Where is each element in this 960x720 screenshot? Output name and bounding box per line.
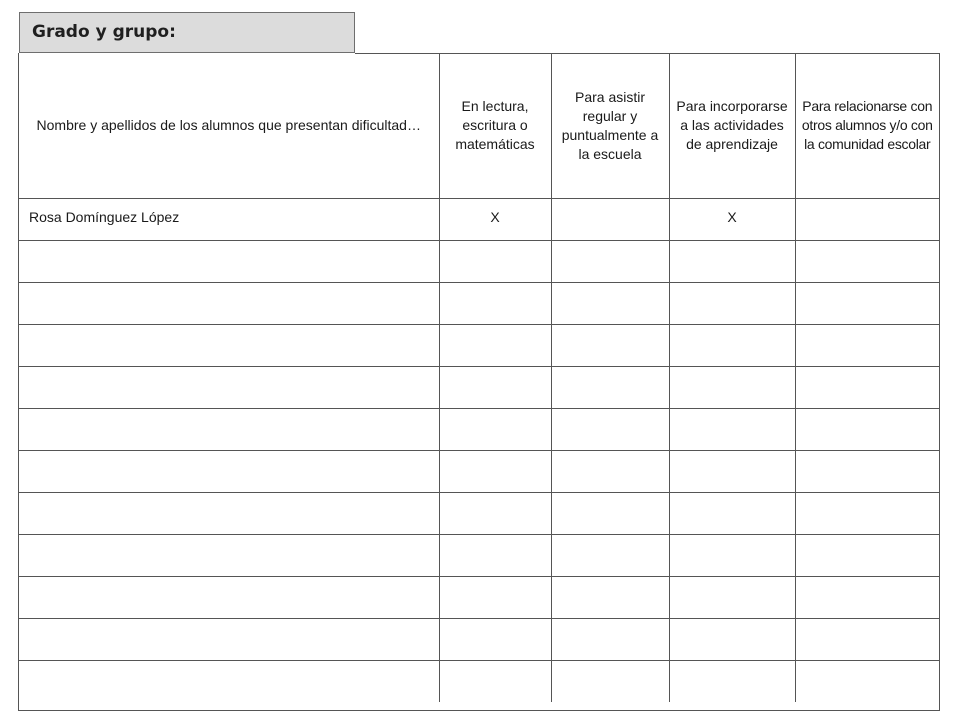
table-header-row <box>19 53 939 199</box>
relacionarse-cell[interactable] <box>795 283 939 325</box>
difficulty-mark <box>670 367 795 377</box>
table-row <box>19 577 939 619</box>
incorporarse-cell[interactable] <box>669 577 795 619</box>
incorporarse-cell[interactable] <box>669 661 795 703</box>
difficulty-mark <box>796 409 940 419</box>
asistir-cell[interactable] <box>551 367 669 409</box>
difficulty-mark <box>552 409 669 419</box>
relacionarse-cell[interactable] <box>795 451 939 493</box>
difficulty-mark <box>552 451 669 461</box>
difficulty-mark <box>670 241 795 251</box>
relacionarse-cell[interactable] <box>795 577 939 619</box>
asistir-cell[interactable] <box>551 661 669 703</box>
difficulty-mark <box>796 283 940 293</box>
asistir-cell[interactable] <box>551 451 669 493</box>
relacionarse-cell[interactable] <box>795 409 939 451</box>
asistir-cell[interactable] <box>551 619 669 661</box>
difficulty-mark <box>440 367 551 377</box>
difficulty-mark <box>796 577 940 587</box>
student-name-cell[interactable] <box>19 241 439 283</box>
difficulty-mark <box>796 241 940 251</box>
student-name-text <box>19 325 439 335</box>
student-name-text <box>19 283 439 293</box>
student-name-cell[interactable] <box>19 577 439 619</box>
difficulty-mark <box>440 283 551 293</box>
difficulty-mark <box>552 325 669 335</box>
table-row <box>19 535 939 577</box>
difficulty-mark <box>796 493 940 503</box>
difficulty-mark <box>440 493 551 503</box>
student-name-text <box>19 493 439 503</box>
incorporarse-cell[interactable] <box>669 451 795 493</box>
difficulty-mark <box>552 661 669 671</box>
difficulty-mark <box>440 577 551 587</box>
table-row <box>19 325 939 367</box>
relacionarse-cell[interactable] <box>795 535 939 577</box>
lectura-cell[interactable] <box>439 325 551 367</box>
header-incorporarse: Para incorporarse a las actividades de aprendizaje <box>669 53 795 199</box>
difficulty-mark <box>440 325 551 335</box>
incorporarse-cell[interactable] <box>669 367 795 409</box>
difficulty-grid <box>19 53 939 702</box>
lectura-cell[interactable] <box>439 451 551 493</box>
difficulty-mark <box>796 199 940 209</box>
difficulty-mark <box>796 661 940 671</box>
incorporarse-cell[interactable] <box>669 493 795 535</box>
difficulty-mark <box>796 619 940 629</box>
student-name-cell[interactable] <box>19 451 439 493</box>
asistir-cell[interactable] <box>551 409 669 451</box>
difficulty-mark <box>440 661 551 671</box>
incorporarse-cell[interactable] <box>669 325 795 367</box>
student-name-cell[interactable] <box>19 661 439 703</box>
incorporarse-cell[interactable] <box>669 619 795 661</box>
student-name-text: Rosa Domínguez López <box>29 209 180 225</box>
asistir-cell[interactable] <box>551 535 669 577</box>
asistir-cell[interactable] <box>551 577 669 619</box>
student-name-text <box>19 661 439 671</box>
incorporarse-cell[interactable] <box>669 535 795 577</box>
difficulty-mark <box>440 619 551 629</box>
difficulty-mark <box>670 409 795 419</box>
incorporarse-cell[interactable] <box>669 199 795 241</box>
difficulty-mark <box>670 619 795 629</box>
asistir-cell[interactable] <box>551 199 669 241</box>
student-name-cell[interactable] <box>19 199 439 241</box>
difficulty-mark <box>796 367 940 377</box>
student-name-text <box>19 451 439 461</box>
asistir-cell[interactable] <box>551 493 669 535</box>
student-name-text <box>19 409 439 419</box>
difficulty-mark <box>670 325 795 335</box>
table-row <box>19 367 939 409</box>
difficulty-mark: X <box>490 209 500 225</box>
relacionarse-cell[interactable] <box>795 241 939 283</box>
incorporarse-cell[interactable] <box>669 283 795 325</box>
difficulty-mark <box>552 241 669 251</box>
difficulty-mark <box>440 451 551 461</box>
lectura-cell[interactable] <box>439 409 551 451</box>
grado-grupo-label: Grado y grupo: <box>19 12 355 53</box>
table-row <box>19 493 939 535</box>
difficulty-mark: X <box>727 209 737 225</box>
difficulty-mark <box>552 535 669 545</box>
table-row <box>19 283 939 325</box>
header-relacionarse: Para relacionarse con otros alumnos y/o con la comunidad escolar <box>795 53 939 199</box>
lectura-cell[interactable] <box>439 619 551 661</box>
student-name-cell[interactable] <box>19 493 439 535</box>
student-name-cell[interactable] <box>19 367 439 409</box>
difficulty-mark <box>440 409 551 419</box>
difficulty-mark <box>552 493 669 503</box>
difficulty-mark <box>796 325 940 335</box>
difficulty-mark <box>796 535 940 545</box>
student-name-cell[interactable] <box>19 325 439 367</box>
table-row <box>19 451 939 493</box>
difficulty-mark <box>552 283 669 293</box>
student-name-text <box>19 241 439 251</box>
lectura-cell[interactable] <box>439 283 551 325</box>
student-difficulty-table <box>18 53 940 711</box>
difficulty-mark <box>670 283 795 293</box>
lectura-cell[interactable] <box>439 577 551 619</box>
difficulty-mark <box>552 577 669 587</box>
table-row <box>19 409 939 451</box>
table-row <box>19 199 939 241</box>
difficulty-mark <box>670 535 795 545</box>
student-name-cell[interactable] <box>19 535 439 577</box>
asistir-cell[interactable] <box>551 283 669 325</box>
relacionarse-cell[interactable] <box>795 619 939 661</box>
header-asistir: Para asistir regular y puntualmente a la escuela <box>551 53 669 199</box>
asistir-cell[interactable] <box>551 325 669 367</box>
difficulty-mark <box>796 451 940 461</box>
lectura-cell[interactable] <box>439 535 551 577</box>
difficulty-mark <box>552 199 669 209</box>
incorporarse-cell[interactable] <box>669 409 795 451</box>
header-student-name: Nombre y apellidos de los alumnos que presentan dificultad… <box>19 53 439 199</box>
relacionarse-cell[interactable] <box>795 493 939 535</box>
lectura-cell[interactable] <box>439 493 551 535</box>
table-row <box>19 241 939 283</box>
student-name-cell[interactable] <box>19 619 439 661</box>
student-name-cell[interactable] <box>19 283 439 325</box>
student-name-text <box>19 367 439 377</box>
lectura-cell[interactable] <box>439 241 551 283</box>
incorporarse-cell[interactable] <box>669 241 795 283</box>
difficulty-mark <box>440 241 551 251</box>
difficulty-mark <box>552 619 669 629</box>
relacionarse-cell[interactable] <box>795 367 939 409</box>
relacionarse-cell[interactable] <box>795 199 939 241</box>
lectura-cell[interactable] <box>439 199 551 241</box>
table-row <box>19 661 939 703</box>
difficulty-mark <box>440 535 551 545</box>
student-name-cell[interactable] <box>19 409 439 451</box>
lectura-cell[interactable] <box>439 661 551 703</box>
difficulty-mark <box>670 577 795 587</box>
relacionarse-cell[interactable] <box>795 661 939 703</box>
lectura-cell[interactable] <box>439 367 551 409</box>
student-name-text <box>19 535 439 545</box>
relacionarse-cell[interactable] <box>795 325 939 367</box>
difficulty-mark <box>552 367 669 377</box>
header-lectura: En lectura, escritura o matemáticas <box>439 53 551 199</box>
student-name-text <box>19 619 439 629</box>
asistir-cell[interactable] <box>551 241 669 283</box>
table-row <box>19 619 939 661</box>
difficulty-mark <box>670 661 795 671</box>
difficulty-mark <box>670 451 795 461</box>
difficulty-mark <box>670 493 795 503</box>
student-name-text <box>19 577 439 587</box>
